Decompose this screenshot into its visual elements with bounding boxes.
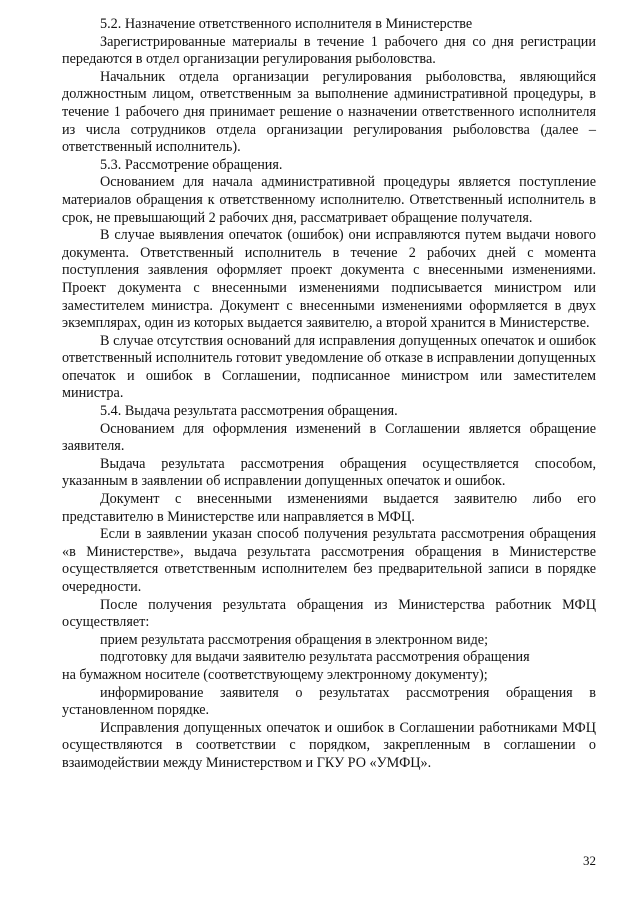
paragraph: Основанием для начала административной процедуры является поступление материалов обращения к ответственному исполнителю. Ответственный исполнитель в срок, не превышающий 2 рабочих дня, рассматривает обращение получателя. [62,174,596,226]
paragraph: В случае выявления опечаток (ошибок) они исправляются путем выдачи нового документа. Ответственный исполнитель в течение 2 рабочих дней с момента поступления заявления оформляет проект документа с внесенными изменениями. Проект документа с внесенными изменениями подписывается министром или заместителем министра. Документ с внесенными изменениями оформляется в двух экземплярах, один из которых выдается заявителю, а второй хранится в Министерстве. [62,227,596,332]
paragraph: Начальник отдела организации регулирования рыболовства, являющийся должностным лицом, ответственным за выполнение административной процедуры, в течение 1 рабочего дня принимает решение о назначении ответственного исполнителя из числа сотрудников отдела организации регулирования рыболовства (далее – ответственный исполнитель). [62,68,596,156]
paragraph: В случае отсутствия оснований для исправления допущенных опечаток и ошибок ответственный исполнитель готовит уведомление об отказе в исправлении допущенных опечаток и ошибок в Соглашении, подписанное министром или заместителем министра. [62,332,596,402]
section-heading-5-4: 5.4. Выдача результата рассмотрения обращения. [100,403,398,420]
paragraph: Исправления допущенных опечаток и ошибок в Соглашении работниками МФЦ осуществляются в соответствии с порядком, закрепленным в соглашении о взаимодействии между Министерством и ГКУ РО «УМФЦ». [62,719,596,771]
document-body [62,16,596,773]
list-item: информирование заявителя о результатах рассмотрения обращения в установленном порядке. [62,684,596,719]
list-item: прием результата рассмотрения обращения в электронном виде; [100,631,489,648]
paragraph: После получения результата обращения из Министерства работник МФЦ осуществляет: [62,596,596,631]
paragraph: Выдача результата рассмотрения обращения осуществляется способом, указанным в заявлении об исправлении допущенных опечаток и ошибок. [62,455,596,490]
paragraph: Документ с внесенными изменениями выдается заявителю либо его представителю в Министерстве или направляется в МФЦ. [62,491,596,525]
paragraph: Основанием для оформления изменений в Соглашении является обращение заявителя. [62,420,596,455]
list-item: подготовку для выдачи заявителю результата рассмотрения обращения [100,649,530,666]
page-number: 32 [583,853,596,868]
section-heading-5-2: 5.2. Назначение ответственного исполнителя в Министерстве [100,16,473,32]
paragraph: Зарегистрированные материалы в течение 1 рабочего дня со дня регистрации передаются в отдел организации регулирования рыболовства. [62,33,596,68]
paragraph: Если в заявлении указан способ получения результата рассмотрения обращения «в Министерстве», выдача результата рассмотрения обращения в Министерстве осуществляется ответственным исполнителем без предварительной записи в порядке очередности. [62,526,596,595]
list-item-continuation: на бумажном носителе (соответствующему электронному документу); [62,666,488,683]
section-heading-5-3: 5.3. Рассмотрение обращения. [100,156,283,173]
